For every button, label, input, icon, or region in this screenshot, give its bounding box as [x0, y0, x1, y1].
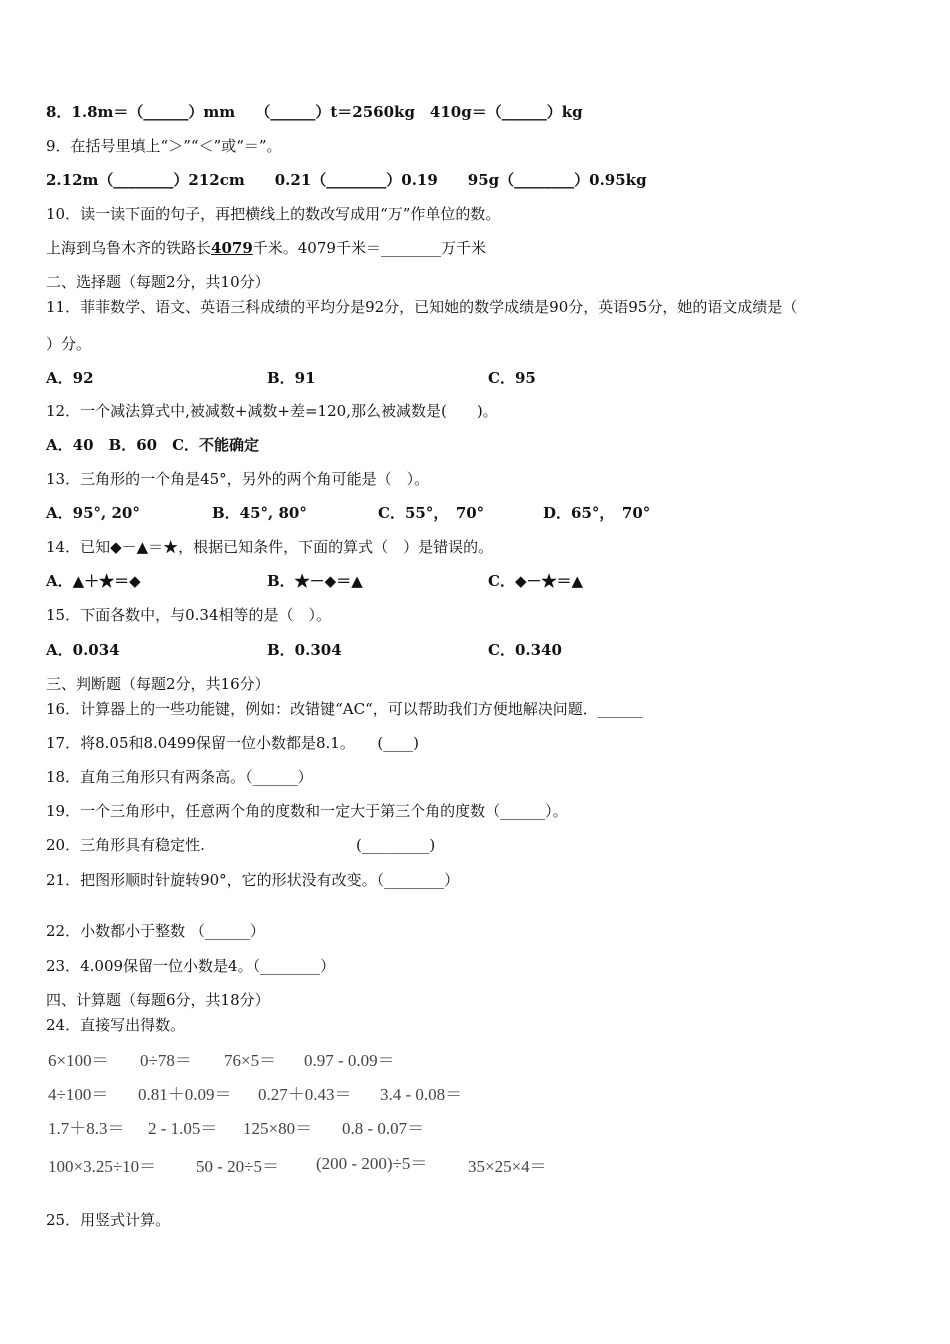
sentence-prefix: 上海到乌鲁木齐的铁路长: [46, 239, 212, 257]
calc-item: 6×100＝: [48, 1051, 109, 1070]
question-15: 15．下面各数中，与0.34相等的是（ ）。: [46, 606, 331, 624]
q11-option-c: C．95: [488, 369, 536, 387]
question-20-blank: (_________): [356, 836, 436, 854]
question-11-line1: 11．菲菲数学、语文、英语三科成绩的平均分是92分，已知她的数学成绩是90分，英语95分，她的语文成绩是（: [46, 298, 798, 316]
question-17: 17．将8.05和8.0499保留一位小数都是8.1。 (____): [46, 734, 420, 752]
calc-item: 4÷100＝: [48, 1085, 109, 1104]
question-22: 22．小数都小于整数 （______）: [46, 922, 265, 940]
calc-item: (200 - 200)÷5＝: [316, 1154, 428, 1173]
q13-option-d: D．65°， 70°: [543, 504, 651, 522]
question-9: 9．在括号里填上“＞”“＜”或“＝”。: [46, 137, 282, 155]
q15-option-a: A．0.034: [46, 641, 120, 659]
question-12-options: A．40 B．60 C．不能确定: [46, 436, 260, 454]
question-19: 19．一个三角形中，任意两个角的度数和一定大于第三个角的度数（______）。: [46, 802, 568, 820]
question-10-sentence: [46, 238, 486, 258]
section-3-heading: 三、判断题（每题2分，共16分）: [46, 675, 270, 693]
q14-option-b: B．★－◆＝▲: [267, 572, 363, 590]
calc-item: 76×5＝: [224, 1051, 277, 1070]
calc-item: 2 - 1.05＝: [148, 1119, 218, 1138]
calc-item: 125×80＝: [243, 1119, 313, 1138]
question-21: 21．把图形顺时针旋转90°，它的形状没有改变。（________）: [46, 871, 460, 889]
calc-item: 0.97 - 0.09＝: [304, 1051, 395, 1070]
question-12: 12．一个减法算式中,被减数+减数+差=120,那么被减数是( )。: [46, 402, 498, 420]
question-16: 16．计算器上的一些功能键，例如：改错键“AC“，可以帮助我们方便地解决问题．______: [46, 700, 643, 718]
calc-item: 0.81＋0.09＝: [138, 1085, 232, 1104]
calc-item: 0÷78＝: [140, 1051, 192, 1070]
calc-item: 0.8 - 0.07＝: [342, 1119, 425, 1138]
calc-item: 50 - 20÷5＝: [196, 1157, 279, 1176]
calc-item: 3.4 - 0.08＝: [380, 1085, 463, 1104]
calc-item: 0.27＋0.43＝: [258, 1085, 352, 1104]
q14-option-c: C．◆－★＝▲: [488, 572, 584, 590]
question-9-items: 2.12m（________）212cm 0.21（________）0.19 95g（________）0.95kg: [46, 171, 647, 189]
question-24: 24．直接写出得数。: [46, 1016, 186, 1034]
q11-option-b: B．91: [267, 369, 316, 387]
question-10: 10．读一读下面的句子，再把横线上的数改写成用“万”作单位的数。: [46, 205, 501, 223]
sentence-suffix: 千米。4079千米＝________万千米: [252, 239, 486, 257]
calc-item: 1.7＋8.3＝: [48, 1119, 125, 1138]
q13-option-c: C．55°， 70°: [378, 504, 485, 522]
q14-option-a: A．▲＋★＝◆: [46, 572, 141, 590]
q13-option-a: A．95°, 20°: [46, 504, 140, 522]
question-25: 25．用竖式计算。: [46, 1211, 171, 1229]
question-8: 8．1.8m＝（______）mm （______）t＝2560kg 410g＝（______）kg: [46, 103, 583, 121]
question-18: 18．直角三角形只有两条高。（______）: [46, 768, 313, 786]
calc-item: 35×25×4＝: [468, 1157, 547, 1176]
question-13: 13．三角形的一个角是45°，另外的两个角可能是（ ）。: [46, 470, 430, 488]
q11-option-a: A．92: [46, 369, 94, 387]
question-14: 14．已知◆－▲＝★，根据已知条件，下面的算式（ ）是错误的。: [46, 538, 494, 556]
q13-option-b: B．45°, 80°: [212, 504, 307, 522]
section-4-heading: 四、计算题（每题6分，共18分）: [46, 991, 270, 1009]
question-23: 23．4.009保留一位小数是4。（________）: [46, 957, 336, 975]
calc-item: 100×3.25÷10＝: [48, 1157, 157, 1176]
section-2-heading: 二、选择题（每题2分，共10分）: [46, 273, 270, 291]
underlined-number: 4079: [211, 239, 253, 257]
question-20: 20．三角形具有稳定性.: [46, 836, 205, 854]
q15-option-c: C．0.340: [488, 641, 562, 659]
q15-option-b: B．0.304: [267, 641, 342, 659]
question-11-line2: ）分。: [46, 335, 92, 353]
